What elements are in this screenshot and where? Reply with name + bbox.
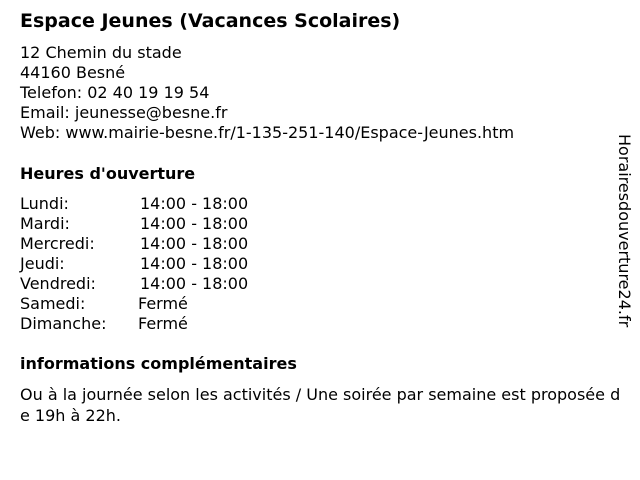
info-text: Ou à la journée selon les activités / Une soirée par semaine est proposée de 19h à 22h. xyxy=(20,385,621,425)
city-address: 44160 Besné xyxy=(20,63,126,82)
hours-row xyxy=(20,194,248,214)
website-link[interactable]: Web: www.mairie-besne.fr/1-135-251-140/Espace-Jeunes.htm xyxy=(20,123,515,142)
hours-value: 14:00 - 18:00 xyxy=(140,254,249,273)
hours-row xyxy=(20,234,248,254)
day-label: Samedi: xyxy=(20,294,86,313)
hours-value: Fermé xyxy=(138,314,188,333)
hours-value: Fermé xyxy=(138,294,188,313)
day-label: Dimanche: xyxy=(20,314,107,333)
day-label: Lundi: xyxy=(20,194,69,213)
day-label: Vendredi: xyxy=(20,274,96,293)
site-watermark: Horairesdouverture24.fr xyxy=(615,134,634,328)
address-block xyxy=(20,43,514,143)
day-label: Mardi: xyxy=(20,214,70,233)
hours-value: 14:00 - 18:00 xyxy=(140,214,249,233)
hours-value: 14:00 - 18:00 xyxy=(140,234,249,253)
hours-row xyxy=(20,274,248,294)
hours-table xyxy=(20,194,248,334)
hours-row xyxy=(20,314,248,334)
day-label: Jeudi: xyxy=(20,254,65,273)
phone-number: Telefon: 02 40 19 19 54 xyxy=(20,83,210,102)
hours-heading: Heures d'ouverture xyxy=(20,164,196,183)
info-heading: informations complémentaires xyxy=(20,354,297,373)
page-title: Espace Jeunes (Vacances Scolaires) xyxy=(20,10,401,32)
hours-row xyxy=(20,294,248,314)
street-address: 12 Chemin du stade xyxy=(20,43,182,62)
hours-row xyxy=(20,214,248,234)
hours-value: 14:00 - 18:00 xyxy=(140,194,249,213)
hours-row xyxy=(20,254,248,274)
hours-value: 14:00 - 18:00 xyxy=(140,274,249,293)
day-label: Mercredi: xyxy=(20,234,95,253)
email-address: Email: jeunesse@besne.fr xyxy=(20,103,228,122)
